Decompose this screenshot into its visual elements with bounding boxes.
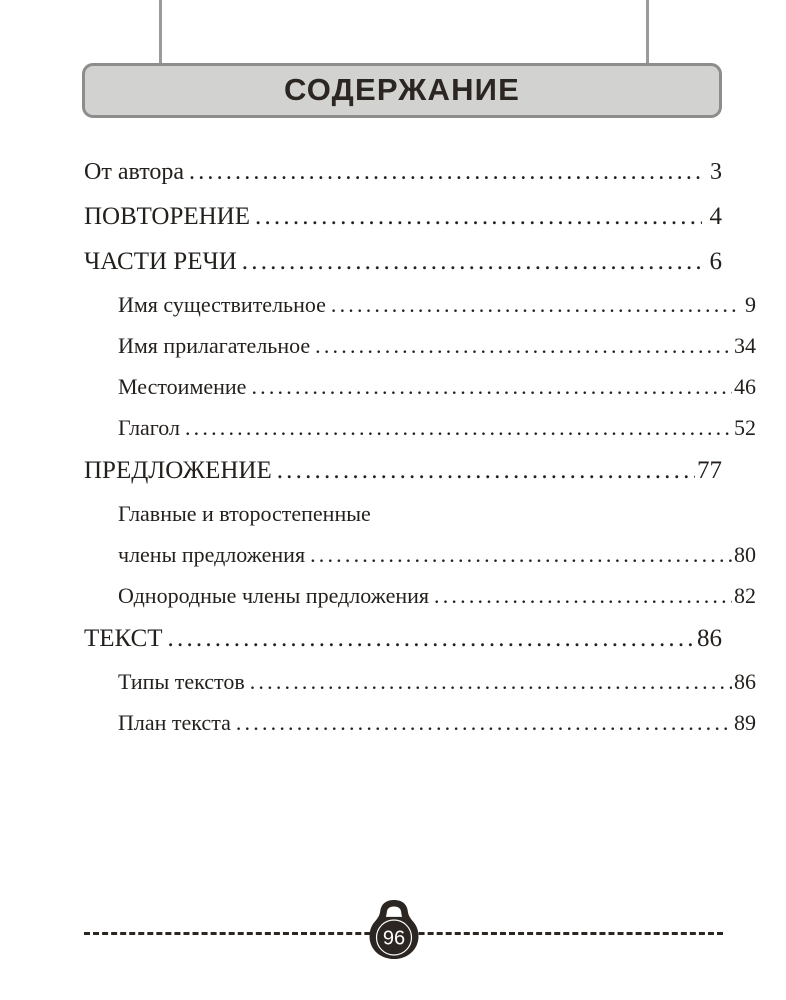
toc-entry-label: План текста xyxy=(118,710,231,735)
toc-entry-label: Имя существительное xyxy=(118,292,326,317)
table-of-contents xyxy=(84,150,756,743)
toc-entry[interactable] xyxy=(84,284,756,325)
toc-entry-label: ПОВТОРЕНИЕ xyxy=(84,203,251,230)
header-rule-right xyxy=(646,0,649,66)
toc-entry[interactable] xyxy=(84,534,756,575)
toc-entry[interactable] xyxy=(84,150,722,194)
page-title: СОДЕРЖАНИЕ xyxy=(283,72,521,107)
toc-entry[interactable] xyxy=(84,575,756,616)
toc-entry[interactable] xyxy=(84,239,722,284)
toc-entry[interactable] xyxy=(84,407,756,448)
toc-leader-dots xyxy=(251,366,732,407)
toc-leader-dots xyxy=(168,616,695,661)
toc-entry-label: Местоимение xyxy=(118,374,247,399)
toc-entry-page-number: 9 xyxy=(745,292,756,317)
toc-entry-label: Типы текстов xyxy=(118,669,245,694)
toc-entry-page-number: 77 xyxy=(697,457,722,484)
toc-leader-dots xyxy=(250,661,732,702)
toc-entry-label: члены предложения xyxy=(118,542,306,567)
toc-entry[interactable] xyxy=(84,616,722,661)
toc-leader-dots xyxy=(277,448,695,493)
toc-entry-page-number: 46 xyxy=(734,374,756,399)
toc-leader-dots xyxy=(185,407,732,448)
toc-entry[interactable] xyxy=(84,366,756,407)
toc-entry-page-number: 80 xyxy=(734,542,756,567)
toc-entry[interactable] xyxy=(84,325,756,366)
toc-leader-dots xyxy=(331,284,736,325)
toc-entry-label: Главные и второстепенные xyxy=(118,501,371,526)
toc-entry-label: Однородные члены предложения xyxy=(118,583,430,608)
toc-leader-dots xyxy=(189,150,702,194)
toc-entry-label: От автора xyxy=(84,159,185,185)
toc-entry-page-number: 82 xyxy=(734,583,756,608)
toc-leader-dots xyxy=(310,534,732,575)
toc-leader-dots xyxy=(236,702,732,743)
page-number-badge xyxy=(368,897,420,961)
page-number-text: 96 xyxy=(382,927,406,950)
toc-leader-dots xyxy=(255,194,702,239)
toc-entry-label: ПРЕДЛОЖЕНИЕ xyxy=(84,457,272,484)
toc-entry[interactable] xyxy=(84,493,756,534)
toc-leader-dots xyxy=(242,239,702,284)
toc-entry-page-number: 86 xyxy=(697,625,722,652)
toc-leader-dots xyxy=(434,575,732,616)
toc-entry-page-number: 6 xyxy=(709,248,722,275)
toc-entry[interactable] xyxy=(84,448,722,493)
page-header-banner xyxy=(82,63,722,118)
toc-entry[interactable] xyxy=(84,194,722,239)
toc-entry-page-number: 89 xyxy=(734,710,756,735)
toc-leader-dots xyxy=(315,325,732,366)
toc-entry-page-number: 3 xyxy=(710,159,722,185)
toc-entry-label: Имя прилагательное xyxy=(118,333,311,358)
toc-entry[interactable] xyxy=(84,661,756,702)
toc-entry[interactable] xyxy=(84,702,756,743)
toc-entry-page-number: 4 xyxy=(709,203,722,230)
toc-entry-page-number: 52 xyxy=(734,415,756,440)
header-rule-left xyxy=(159,0,162,66)
kettlebell-icon xyxy=(368,897,420,961)
toc-entry-page-number: 86 xyxy=(734,669,756,694)
toc-entry-label: ТЕКСТ xyxy=(84,625,163,652)
toc-entry-page-number: 34 xyxy=(734,333,756,358)
toc-entry-label: ЧАСТИ РЕЧИ xyxy=(84,248,237,275)
toc-entry-label: Глагол xyxy=(118,415,180,440)
